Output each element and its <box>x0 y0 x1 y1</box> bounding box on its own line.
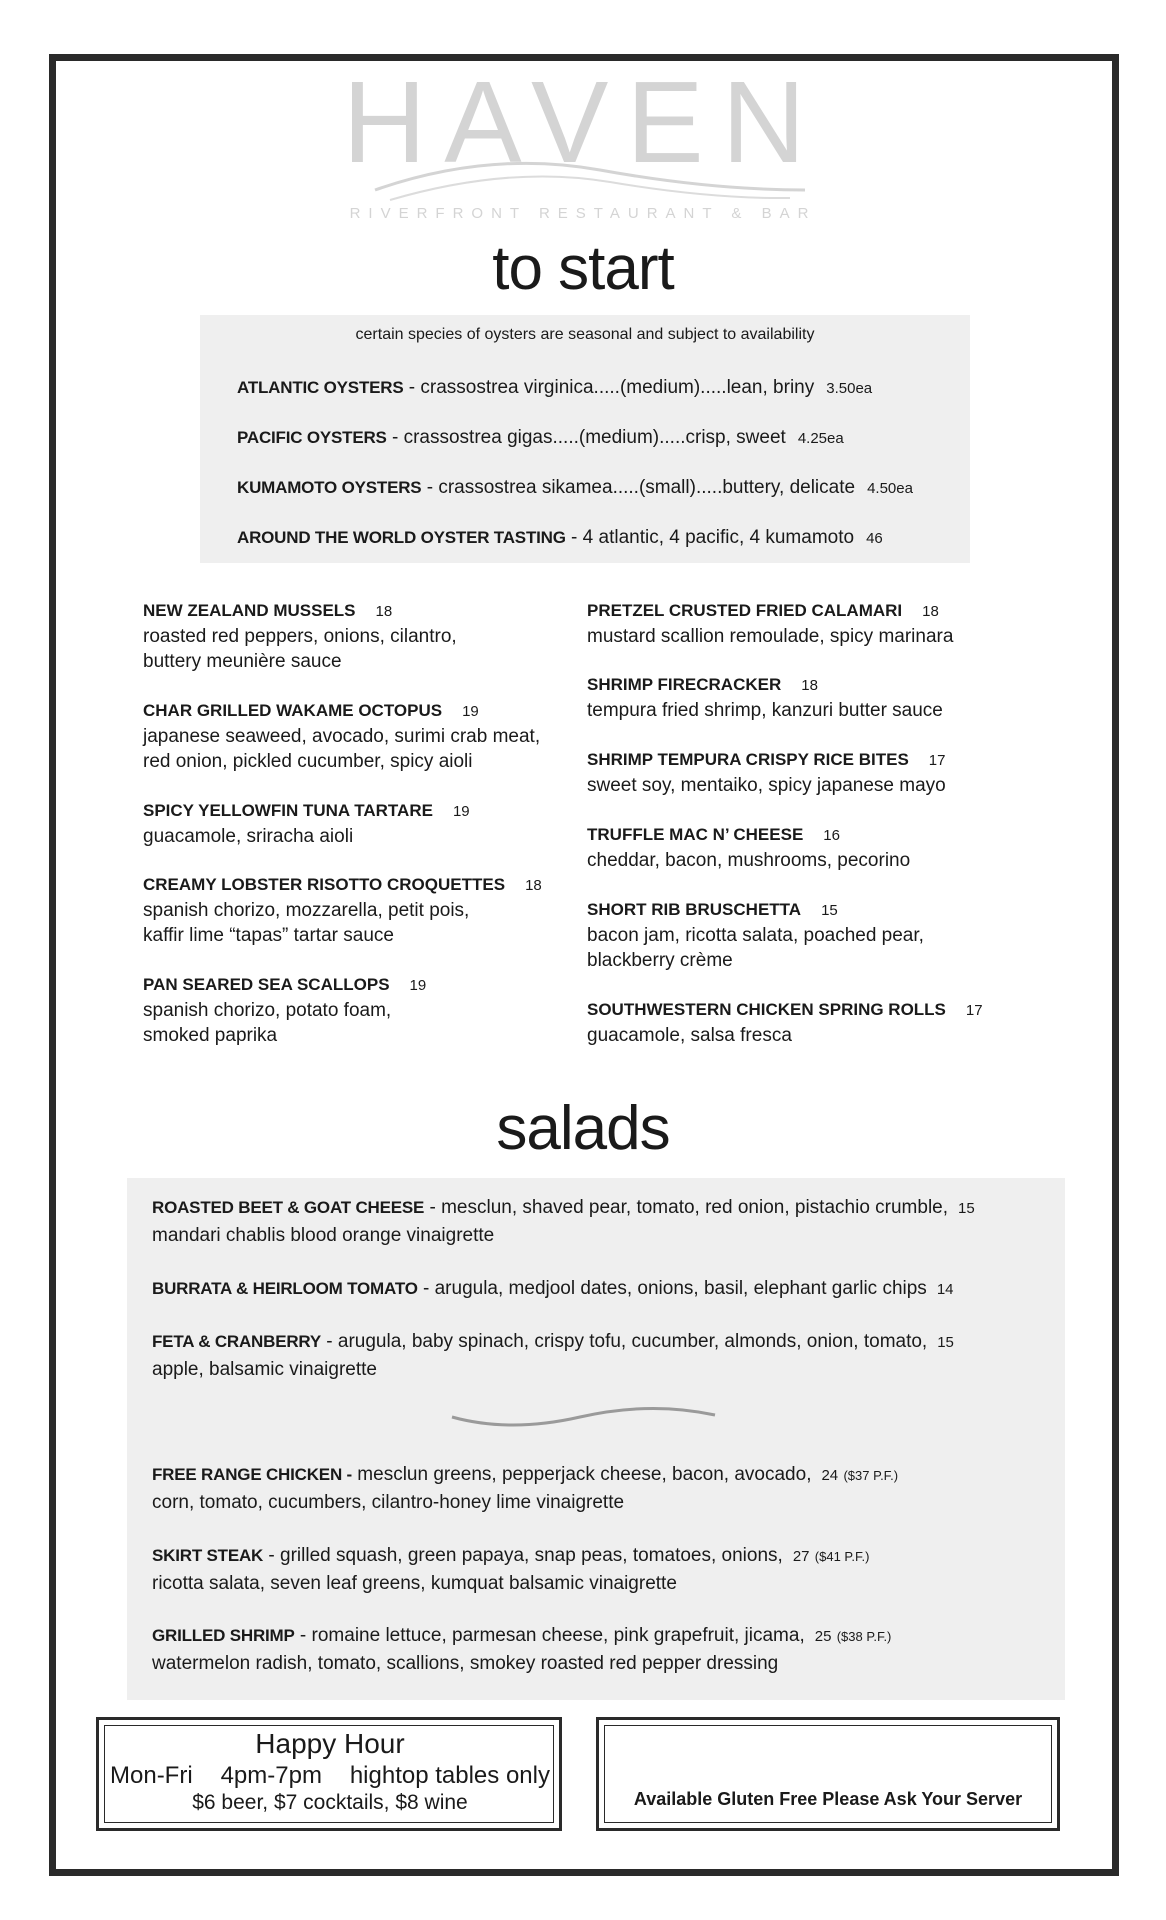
menu-item: CREAMY LOBSTER RISOTTO CROQUETTES 18 spanish chorizo, mozzarella, petit pois, kaffir lime “tapas” tartar sauce <box>143 875 542 946</box>
menu-item: TRUFFLE MAC N’ CHEESE 16 cheddar, bacon, mushrooms, pecorino <box>587 825 911 871</box>
salad-item: BURRATA & HEIRLOOM TOMATO - arugula, medjool dates, onions, basil, elephant garlic chips 14 <box>152 1278 954 1299</box>
oyster-item: PACIFIC OYSTERS - crassostrea gigas.....(medium).....crisp, sweet 4.25ea <box>237 427 844 448</box>
logo-tagline: RIVERFRONT RESTAURANT & BAR <box>349 205 817 222</box>
menu-item: CHAR GRILLED WAKAME OCTOPUS 19 japanese seaweed, avocado, surimi crab meat, red onion, pickled cucumber, spicy aioli <box>143 701 541 772</box>
section-title-to-start: to start <box>492 234 674 303</box>
salad-item: GRILLED SHRIMP - romaine lettuce, parmesan cheese, pink grapefruit, jicama, 25 ($38 P.F.) watermelon radish, tomato, scallions, smokey roasted red pepper dressing <box>152 1625 892 1674</box>
menu-item: SOUTHWESTERN CHICKEN SPRING ROLLS 17 guacamole, salsa fresca <box>587 1000 983 1046</box>
salad-item: ROASTED BEET & GOAT CHEESE - mesclun, shaved pear, tomato, red onion, pistachio crumble, 15 mandari chablis blood orange vinaigrette <box>152 1197 975 1246</box>
menu-item: NEW ZEALAND MUSSELS 18 roasted red peppers, onions, cilantro, buttery meunière sauce <box>143 601 457 672</box>
menu-item: SHORT RIB BRUSCHETTA 15 bacon jam, ricotta salata, poached pear, blackberry crème <box>587 900 924 971</box>
menu-item: SHRIMP TEMPURA CRISPY RICE BITES 17 sweet soy, mentaiko, spicy japanese mayo <box>587 750 946 796</box>
logo-wordmark: HAVEN <box>342 57 824 187</box>
happy-hour-schedule: Mon-Fri 4pm-7pm hightop tables only <box>110 1762 550 1789</box>
wave-divider-icon <box>450 1395 720 1435</box>
menu-item: PRETZEL CRUSTED FRIED CALAMARI 18 mustard scallion remoulade, spicy marinara <box>587 601 954 647</box>
menu-item: SHRIMP FIRECRACKER 18 tempura fried shrimp, kanzuri butter sauce <box>587 675 943 721</box>
oyster-note: certain species of oysters are seasonal and subject to availability <box>355 326 815 343</box>
gluten-free-note: Available Gluten Free Please Ask Your Server <box>633 1789 1023 1809</box>
salad-item: FETA & CRANBERRY - arugula, baby spinach, crispy tofu, cucumber, almonds, onion, tomato, 15 apple, balsamic vinaigrette <box>152 1331 954 1380</box>
oyster-item: ATLANTIC OYSTERS - crassostrea virginica.....(medium).....lean, briny 3.50ea <box>237 377 873 398</box>
salad-item: SKIRT STEAK - grilled squash, green papaya, snap peas, tomatoes, onions, 27 ($41 P.F.) ricotta salata, seven leaf greens, kumquat balsamic vinaigrette <box>152 1545 870 1594</box>
happy-hour-deals: $6 beer, $7 cocktails, $8 wine <box>192 1791 468 1814</box>
oyster-item: AROUND THE WORLD OYSTER TASTING - 4 atlantic, 4 pacific, 4 kumamoto 46 <box>237 527 883 548</box>
salad-item: FREE RANGE CHICKEN - mesclun greens, pepperjack cheese, bacon, avocado, 24 ($37 P.F.) corn, tomato, cucumbers, cilantro-honey lime vinaigrette <box>152 1464 899 1513</box>
menu-item: PAN SEARED SEA SCALLOPS 19 spanish chorizo, potato foam, smoked paprika <box>143 975 427 1046</box>
section-title-salads: salads <box>496 1094 670 1163</box>
menu-item: SPICY YELLOWFIN TUNA TARTARE 19 guacamole, sriracha aioli <box>143 801 470 847</box>
oyster-item: KUMAMOTO OYSTERS - crassostrea sikamea.....(small).....buttery, delicate 4.50ea <box>237 477 913 498</box>
happy-hour-title: Happy Hour <box>255 1728 405 1759</box>
